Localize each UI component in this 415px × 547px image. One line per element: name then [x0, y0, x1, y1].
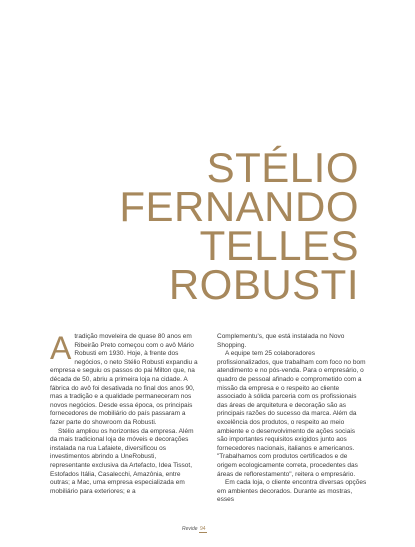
title-line-3: TELLES [199, 222, 359, 269]
paragraph [50, 330, 198, 428]
article-column-right [217, 333, 367, 505]
paragraph: Stélio ampliou os horizontes da empresa. Além da mais tradicional loja de móveis e decorações instalada na rua Lafaiete, diversificou os investimentos abrindo a UneRobusti, representante exclusiva da Artefacto, Idea Tissot, Estofados Itália, Casalecchi, Amazônia, entre outras; a Mac, uma empresa especializada em mobiliário para exteriores; e a [50, 427, 194, 495]
page-footer [182, 526, 207, 532]
paragraph: Complementu's, que está instalada no Novo Shopping. [217, 333, 345, 349]
drop-cap: A [50, 330, 72, 366]
page-number: 94 [199, 526, 206, 532]
page-title [119, 144, 359, 308]
paragraph-text: tradição moveleira de quase 80 anos em Ribeirão Preto começou com o avô Mário Robusti em 1930. Hoje, à frente dos negócios, o neto Stélio Robusti expandiu a empresa e seguiu os passos do pai Milton que, na década de 50, abriu a primeira loja na cidade. A fábrica do avô foi desativada no final dos anos 90, mas a tradição e a qualidade permaneceram nos novos negócios. Desde essa época, os principais fornecedores de mobiliário do país passaram a fazer parte do showroom da Robusti. [50, 333, 198, 426]
magazine-name: Revide [182, 526, 198, 532]
title-line-2: FERNANDO [119, 183, 359, 230]
title-line-1: STÉLIO [206, 144, 359, 191]
title-line-4: ROBUSTI [168, 261, 359, 308]
article-column-left [50, 330, 198, 496]
paragraph: A equipe tem 25 colaboradores profissionalizados, que trabalham com foco no bom atendimento e no pós-venda. Para o empresário, o quadro de pessoal afinado e comprometido com a missão da empresa e o respeito ao cliente associado à sólida parceria com os profissionais das áreas de arquitetura e decoração são as principais razões do sucesso da marca. Além da excelência dos produtos, o respeito ao meio ambiente e o desenvolvimento de ações sociais são importantes requisitos exigidos junto aos fornecedores nacionais, italianos e americanos. "Trabalhamos com produtos certificados e de origem ecologicamente correta, procedentes das áreas de reflorestamento", reitera o empresário. [217, 350, 366, 478]
paragraph: Em cada loja, o cliente encontra diversas opções em ambientes decorados. Durante as mostras, esses [217, 479, 367, 504]
